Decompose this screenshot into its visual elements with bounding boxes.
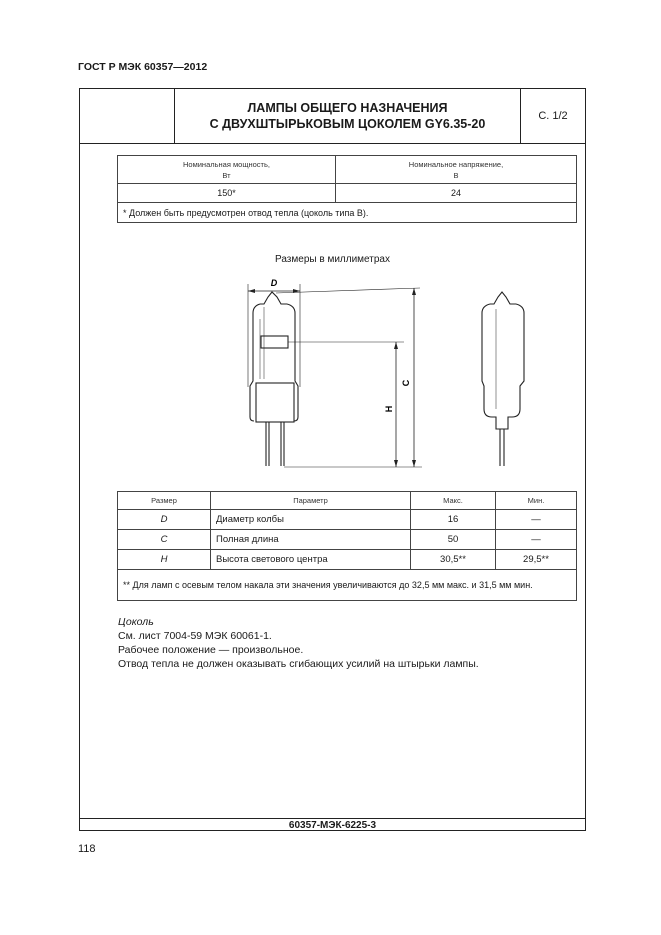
voltage-header-line-2: В <box>453 170 459 180</box>
sheet-code: 60357-МЭК-6225-3 <box>80 818 585 832</box>
dimensions-table <box>117 491 577 601</box>
row-max: 30,5** <box>411 550 496 570</box>
row-parameter: Диаметр колбы <box>211 510 411 530</box>
row-max: 50 <box>411 530 496 550</box>
base-section <box>118 615 479 671</box>
power-header-line-1: Номинальная мощность, <box>183 159 270 169</box>
filament-box <box>261 336 288 348</box>
sheet-header <box>80 89 585 144</box>
standard-code: ГОСТ Р МЭК 60357—2012 <box>78 61 208 73</box>
base-line: См. лист 7004-59 МЭК 60061-1. <box>118 630 272 642</box>
power-header <box>118 156 336 184</box>
bulb-tip-side <box>490 292 516 304</box>
c-arrow-bottom <box>412 460 416 467</box>
row-min: — <box>496 510 577 530</box>
base-title: Цоколь <box>118 616 154 628</box>
row-min: 29,5** <box>496 550 577 570</box>
row-parameter: Полная длина <box>211 530 411 550</box>
dimensions-note: ** Для ламп с осевым телом накала эти значения увеличиваются до 32,5 мм макс. и 31,5 мм мин. <box>118 570 577 601</box>
lamp-side-outline <box>482 313 524 429</box>
row-min: — <box>496 530 577 550</box>
c-arrow-top <box>412 288 416 295</box>
label-c: C <box>401 379 411 387</box>
label-d: D <box>270 278 278 288</box>
lamp-drawing <box>240 269 540 483</box>
power-value: 150* <box>118 184 336 203</box>
col-header-min: Мин. <box>496 492 577 510</box>
base-line: Рабочее положение — произвольное. <box>118 644 304 656</box>
h-arrow-bottom <box>394 460 398 467</box>
ratings-note: * Должен быть предусмотрен отвод тепла (цоколь типа B). <box>118 203 577 223</box>
ratings-table <box>117 155 577 223</box>
row-symbol: C <box>118 530 211 550</box>
d-arrow-left <box>248 289 255 293</box>
row-parameter: Высота светового центра <box>211 550 411 570</box>
bulb-shoulder-right <box>287 304 295 313</box>
bulb-shoulder-left <box>253 304 260 313</box>
col-header-dimension: Размер <box>118 492 211 510</box>
voltage-header <box>336 156 577 184</box>
table-row <box>118 550 577 570</box>
col-header-max: Макс. <box>411 492 496 510</box>
bulb-right-side <box>294 313 298 421</box>
bulb-tip-front <box>260 292 287 304</box>
row-symbol: D <box>118 510 211 530</box>
label-h: H <box>384 405 394 413</box>
sheet-title <box>175 89 521 143</box>
dimensions-caption: Размеры в миллиметрах <box>275 254 390 265</box>
h-arrow-top <box>394 342 398 349</box>
bulb-shoulder-side-right <box>516 304 524 313</box>
voltage-header-line-1: Номинальное напряжение, <box>408 159 504 169</box>
row-symbol: H <box>118 550 211 570</box>
table-row <box>118 530 577 550</box>
sheet-number: С. 1/2 <box>538 110 568 122</box>
power-header-line-2: Вт <box>222 170 231 180</box>
row-max: 16 <box>411 510 496 530</box>
header-blank-cell <box>80 89 175 143</box>
title-line-2: С ДВУХШТЫРЬКОВЫМ ЦОКОЛЕМ GY6.35-20 <box>209 117 486 131</box>
table-row <box>118 510 577 530</box>
title-line-1: ЛАМПЫ ОБЩЕГО НАЗНАЧЕНИЯ <box>247 101 448 115</box>
page-number: 118 <box>78 843 96 855</box>
bulb-left-side <box>250 313 254 421</box>
bulb-shoulder-side-left <box>482 304 490 313</box>
col-header-parameter: Параметр <box>211 492 411 510</box>
voltage-value: 24 <box>336 184 577 203</box>
lamp-base-front <box>256 383 294 422</box>
base-line: Отвод тепла не должен оказывать сгибающих усилий на штырьки лампы. <box>118 658 479 670</box>
sheet-frame <box>79 88 586 831</box>
